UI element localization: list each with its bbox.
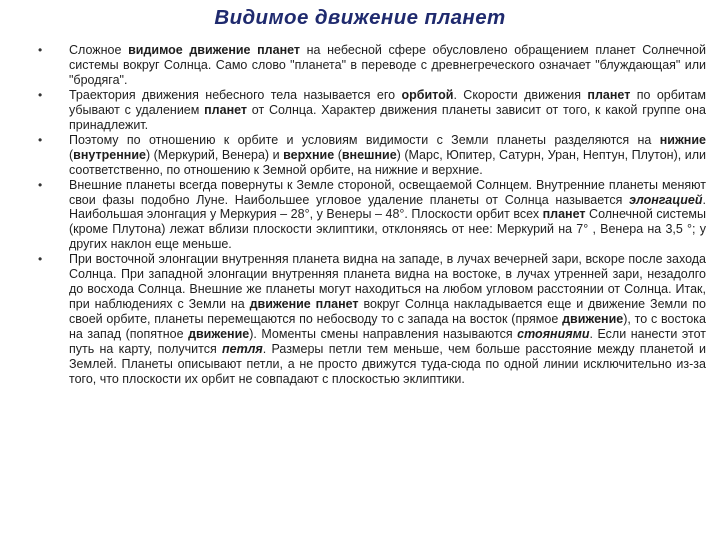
text-run: от Солнца. Характер движения планеты зависит от того, к какой группе она принадлежит. — [69, 102, 706, 132]
emphasized-term: элонгацией — [629, 192, 703, 207]
emphasized-term: движение — [562, 312, 624, 327]
text-run: При восточной элонгации внутренняя планета видна на западе, в лучах вечерней зари, вскоре после захода Солнца. При западной элонгации внутренняя планета видна на востоке, в лучах утренней зари, незадолго до восхода Солнца. Внешние же планеты могут находиться на любом угловом расстоянии от Солнца. Итак, при наблюдениях с Земли на — [69, 252, 706, 312]
bullet-marker: • — [38, 43, 43, 57]
bullet-text — [69, 252, 706, 386]
bullet-marker: • — [38, 132, 43, 147]
text-run: ), то с востока на запад (попятное — [69, 312, 706, 342]
bullet-marker: • — [38, 252, 43, 267]
emphasized-term: планет — [542, 207, 586, 222]
text-run: Солнечной системы (кроме Плутона) лежат вблизи плоскости эклиптики, отклоняясь от нее: Меркурий на 7° , Венера на 3,5 °; у других наклон еще меньше. — [69, 207, 706, 252]
emphasized-term: видимое движение планет — [128, 43, 301, 57]
bullet-text — [69, 88, 706, 132]
bullet-item — [38, 252, 706, 387]
text-run: по орбитам убывают с удалением — [69, 87, 707, 117]
text-run: ) (Марс, Юпитер, Сатурн, Уран, Нептун, Плутон), или соответственно, по отношению к Земной орбите, на нижние и верхние. — [69, 147, 706, 177]
emphasized-term: внешние — [341, 147, 397, 162]
bullet-text — [69, 133, 706, 177]
emphasized-term: орбитой — [401, 87, 454, 102]
text-run: Внешние планеты всегда повернуты к Земле стороной, освещаемой Солнцем. Внутренние планеты меняют свои фазы подобно Луне. Наибольшее угловое удаление планеты от Солнца называется — [69, 177, 706, 207]
text-run: . Наибольшая элонгация у Меркурия – 28°, у Венеры – 48°. Плоскости орбит всех — [69, 192, 706, 222]
slide-title: Видимое движение планет — [214, 6, 506, 29]
emphasized-term: планет — [587, 87, 631, 102]
emphasized-term: движение планет — [249, 297, 359, 312]
text-run: ( — [334, 147, 342, 162]
text-run: . Скорости движения — [453, 87, 588, 102]
emphasized-term: петля — [222, 342, 263, 357]
emphasized-term: верхние — [283, 147, 335, 162]
text-run: вокруг Солнца накладывается еще и движение Земли по своей орбите, планеты перемещаются по небосводу то с запада на восток (прямое — [69, 297, 707, 327]
text-run: . Размеры петли тем меньше, чем больше расстояние между планетой и Землей. Планеты описывают петли, а не просто движутся туда-сюда по одной линии исключительно из-за того, что плоскости их орбит не совпадают с плоскостью эклиптики. — [69, 342, 706, 386]
emphasized-term: движение — [188, 327, 250, 342]
bullet-marker: • — [38, 87, 43, 102]
emphasized-term: планет — [204, 102, 248, 117]
emphasized-term: внутренние — [73, 147, 146, 162]
emphasized-term: стояниями — [517, 327, 590, 342]
text-run: на небесной сфере обусловлено обращением планет Солнечной системы вокруг Солнца. Само слово "планета" в переводе с древнегреческого означает "блуждающая" или "бродяга". — [69, 43, 706, 87]
bullet-item — [38, 88, 706, 133]
bullet-item — [38, 133, 706, 178]
text-run: Сложное — [69, 43, 129, 57]
bullet-item — [38, 178, 706, 253]
text-run: . Если нанести этот путь на карту, получится — [69, 327, 706, 357]
bullet-list — [38, 43, 706, 387]
text-run: ( — [69, 147, 74, 162]
text-run: ) (Меркурий, Венера) и — [145, 147, 284, 162]
bullet-text — [69, 178, 706, 252]
bullet-text — [69, 43, 706, 87]
text-run: ). Моменты смены направления называются — [249, 327, 518, 342]
bullet-marker: • — [38, 177, 43, 192]
emphasized-term: нижние — [659, 132, 706, 147]
bullet-item — [38, 43, 706, 88]
text-run: Траектория движения небесного тела называется его — [69, 87, 402, 102]
text-run: Поэтому по отношению к орбите и условиям видимости с Земли планеты разделяются на — [69, 132, 660, 147]
